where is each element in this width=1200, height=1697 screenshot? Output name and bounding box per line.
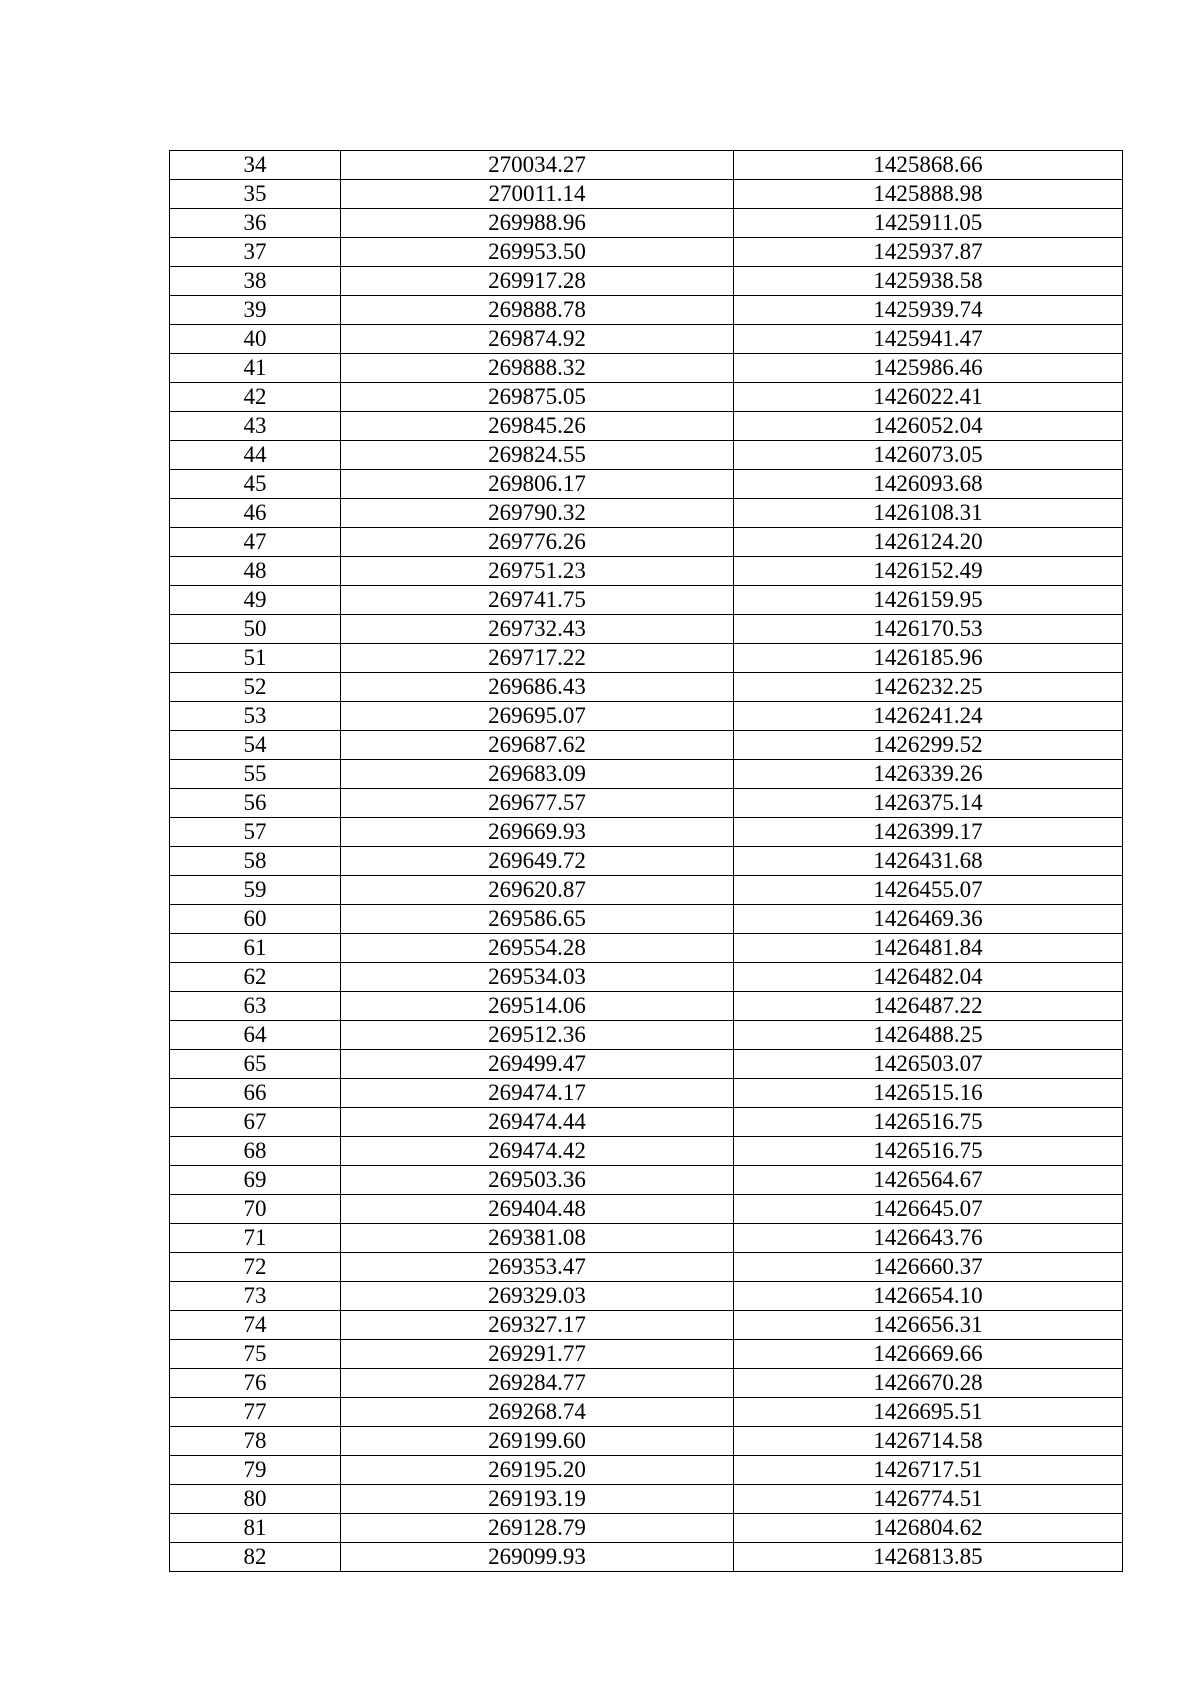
point-number-cell: 47	[170, 528, 341, 557]
table-row	[170, 1195, 1123, 1224]
table-row	[170, 470, 1123, 499]
point-number-cell: 65	[170, 1050, 341, 1079]
y-coordinate-cell: 1426564.67	[734, 1166, 1123, 1195]
table-row	[170, 934, 1123, 963]
x-coordinate-cell: 269695.07	[341, 702, 734, 731]
table-row	[170, 1311, 1123, 1340]
x-coordinate-cell: 269669.93	[341, 818, 734, 847]
x-coordinate-cell: 269099.93	[341, 1543, 734, 1572]
point-number-cell: 34	[170, 151, 341, 180]
x-coordinate-cell: 269620.87	[341, 876, 734, 905]
x-coordinate-cell: 269474.44	[341, 1108, 734, 1137]
point-number-cell: 75	[170, 1340, 341, 1369]
x-coordinate-cell: 269327.17	[341, 1311, 734, 1340]
table-row	[170, 760, 1123, 789]
table-row	[170, 1079, 1123, 1108]
y-coordinate-cell: 1426108.31	[734, 499, 1123, 528]
table-row	[170, 441, 1123, 470]
y-coordinate-cell: 1426022.41	[734, 383, 1123, 412]
point-number-cell: 50	[170, 615, 341, 644]
x-coordinate-cell: 269329.03	[341, 1282, 734, 1311]
y-coordinate-cell: 1425938.58	[734, 267, 1123, 296]
table-row	[170, 1224, 1123, 1253]
x-coordinate-cell: 269677.57	[341, 789, 734, 818]
table-row	[170, 1543, 1123, 1572]
table-row	[170, 1253, 1123, 1282]
table-row	[170, 354, 1123, 383]
point-number-cell: 56	[170, 789, 341, 818]
table-row	[170, 992, 1123, 1021]
table-row	[170, 1369, 1123, 1398]
point-number-cell: 40	[170, 325, 341, 354]
x-coordinate-cell: 269751.23	[341, 557, 734, 586]
table-row	[170, 383, 1123, 412]
table-row	[170, 1398, 1123, 1427]
y-coordinate-cell: 1426241.24	[734, 702, 1123, 731]
x-coordinate-cell: 269195.20	[341, 1456, 734, 1485]
x-coordinate-cell: 269717.22	[341, 644, 734, 673]
point-number-cell: 74	[170, 1311, 341, 1340]
y-coordinate-cell: 1426469.36	[734, 905, 1123, 934]
table-row	[170, 1340, 1123, 1369]
point-number-cell: 61	[170, 934, 341, 963]
table-row	[170, 151, 1123, 180]
y-coordinate-cell: 1426482.04	[734, 963, 1123, 992]
point-number-cell: 76	[170, 1369, 341, 1398]
y-coordinate-cell: 1426455.07	[734, 876, 1123, 905]
point-number-cell: 73	[170, 1282, 341, 1311]
point-number-cell: 78	[170, 1427, 341, 1456]
y-coordinate-cell: 1426515.16	[734, 1079, 1123, 1108]
x-coordinate-cell: 269474.42	[341, 1137, 734, 1166]
y-coordinate-cell: 1425939.74	[734, 296, 1123, 325]
x-coordinate-cell: 269824.55	[341, 441, 734, 470]
table-row	[170, 673, 1123, 702]
x-coordinate-cell: 269128.79	[341, 1514, 734, 1543]
table-row	[170, 644, 1123, 673]
y-coordinate-cell: 1425888.98	[734, 180, 1123, 209]
x-coordinate-cell: 269284.77	[341, 1369, 734, 1398]
x-coordinate-cell: 269875.05	[341, 383, 734, 412]
y-coordinate-cell: 1426159.95	[734, 586, 1123, 615]
point-number-cell: 48	[170, 557, 341, 586]
y-coordinate-cell: 1426481.84	[734, 934, 1123, 963]
table-row	[170, 1282, 1123, 1311]
table-row	[170, 1166, 1123, 1195]
point-number-cell: 38	[170, 267, 341, 296]
point-number-cell: 49	[170, 586, 341, 615]
table-row	[170, 267, 1123, 296]
table-row	[170, 180, 1123, 209]
y-coordinate-cell: 1426399.17	[734, 818, 1123, 847]
x-coordinate-cell: 269732.43	[341, 615, 734, 644]
point-number-cell: 51	[170, 644, 341, 673]
y-coordinate-cell: 1426093.68	[734, 470, 1123, 499]
point-number-cell: 57	[170, 818, 341, 847]
x-coordinate-cell: 269845.26	[341, 412, 734, 441]
y-coordinate-cell: 1426670.28	[734, 1369, 1123, 1398]
point-number-cell: 55	[170, 760, 341, 789]
point-number-cell: 59	[170, 876, 341, 905]
point-number-cell: 39	[170, 296, 341, 325]
table-row	[170, 1137, 1123, 1166]
table-row	[170, 528, 1123, 557]
point-number-cell: 35	[170, 180, 341, 209]
table-row	[170, 1514, 1123, 1543]
table-row	[170, 296, 1123, 325]
table-row	[170, 209, 1123, 238]
y-coordinate-cell: 1425937.87	[734, 238, 1123, 267]
y-coordinate-cell: 1426774.51	[734, 1485, 1123, 1514]
point-number-cell: 45	[170, 470, 341, 499]
point-number-cell: 69	[170, 1166, 341, 1195]
table-row	[170, 731, 1123, 760]
y-coordinate-cell: 1426232.25	[734, 673, 1123, 702]
table-row	[170, 586, 1123, 615]
x-coordinate-cell: 269741.75	[341, 586, 734, 615]
y-coordinate-cell: 1426714.58	[734, 1427, 1123, 1456]
x-coordinate-cell: 270034.27	[341, 151, 734, 180]
point-number-cell: 82	[170, 1543, 341, 1572]
point-number-cell: 44	[170, 441, 341, 470]
x-coordinate-cell: 269534.03	[341, 963, 734, 992]
table-row	[170, 325, 1123, 354]
table-row	[170, 818, 1123, 847]
y-coordinate-cell: 1426124.20	[734, 528, 1123, 557]
point-number-cell: 77	[170, 1398, 341, 1427]
point-number-cell: 79	[170, 1456, 341, 1485]
y-coordinate-cell: 1426152.49	[734, 557, 1123, 586]
table-row	[170, 847, 1123, 876]
x-coordinate-cell: 269503.36	[341, 1166, 734, 1195]
y-coordinate-cell: 1426073.05	[734, 441, 1123, 470]
point-number-cell: 53	[170, 702, 341, 731]
y-coordinate-cell: 1426516.75	[734, 1137, 1123, 1166]
y-coordinate-cell: 1426339.26	[734, 760, 1123, 789]
y-coordinate-cell: 1426299.52	[734, 731, 1123, 760]
point-number-cell: 37	[170, 238, 341, 267]
y-coordinate-cell: 1426669.66	[734, 1340, 1123, 1369]
y-coordinate-cell: 1426813.85	[734, 1543, 1123, 1572]
x-coordinate-cell: 269988.96	[341, 209, 734, 238]
x-coordinate-cell: 269806.17	[341, 470, 734, 499]
point-number-cell: 60	[170, 905, 341, 934]
table-row	[170, 876, 1123, 905]
point-number-cell: 42	[170, 383, 341, 412]
point-number-cell: 62	[170, 963, 341, 992]
x-coordinate-cell: 269199.60	[341, 1427, 734, 1456]
point-number-cell: 43	[170, 412, 341, 441]
y-coordinate-cell: 1426052.04	[734, 412, 1123, 441]
x-coordinate-cell: 270011.14	[341, 180, 734, 209]
table-row	[170, 1108, 1123, 1137]
x-coordinate-cell: 269586.65	[341, 905, 734, 934]
table-row	[170, 499, 1123, 528]
point-number-cell: 52	[170, 673, 341, 702]
x-coordinate-cell: 269554.28	[341, 934, 734, 963]
y-coordinate-cell: 1426695.51	[734, 1398, 1123, 1427]
y-coordinate-cell: 1426516.75	[734, 1108, 1123, 1137]
y-coordinate-cell: 1425941.47	[734, 325, 1123, 354]
x-coordinate-cell: 269291.77	[341, 1340, 734, 1369]
y-coordinate-cell: 1426660.37	[734, 1253, 1123, 1282]
table-row	[170, 963, 1123, 992]
y-coordinate-cell: 1426431.68	[734, 847, 1123, 876]
point-number-cell: 80	[170, 1485, 341, 1514]
point-number-cell: 70	[170, 1195, 341, 1224]
x-coordinate-cell: 269874.92	[341, 325, 734, 354]
point-number-cell: 81	[170, 1514, 341, 1543]
x-coordinate-cell: 269776.26	[341, 528, 734, 557]
x-coordinate-cell: 269381.08	[341, 1224, 734, 1253]
x-coordinate-cell: 269404.48	[341, 1195, 734, 1224]
point-number-cell: 68	[170, 1137, 341, 1166]
table-row	[170, 615, 1123, 644]
table-row	[170, 1456, 1123, 1485]
point-number-cell: 64	[170, 1021, 341, 1050]
point-number-cell: 66	[170, 1079, 341, 1108]
coordinate-table	[169, 150, 1123, 1572]
table-row	[170, 789, 1123, 818]
point-number-cell: 46	[170, 499, 341, 528]
y-coordinate-cell: 1426656.31	[734, 1311, 1123, 1340]
y-coordinate-cell: 1426503.07	[734, 1050, 1123, 1079]
table-row	[170, 412, 1123, 441]
y-coordinate-cell: 1425868.66	[734, 151, 1123, 180]
point-number-cell: 36	[170, 209, 341, 238]
point-number-cell: 67	[170, 1108, 341, 1137]
table-row	[170, 1050, 1123, 1079]
table-row	[170, 557, 1123, 586]
table-row	[170, 238, 1123, 267]
point-number-cell: 63	[170, 992, 341, 1021]
y-coordinate-cell: 1426804.62	[734, 1514, 1123, 1543]
x-coordinate-cell: 269790.32	[341, 499, 734, 528]
point-number-cell: 54	[170, 731, 341, 760]
x-coordinate-cell: 269687.62	[341, 731, 734, 760]
point-number-cell: 41	[170, 354, 341, 383]
x-coordinate-cell: 269917.28	[341, 267, 734, 296]
y-coordinate-cell: 1426375.14	[734, 789, 1123, 818]
y-coordinate-cell: 1425911.05	[734, 209, 1123, 238]
table-row	[170, 905, 1123, 934]
y-coordinate-cell: 1426170.53	[734, 615, 1123, 644]
x-coordinate-cell: 269512.36	[341, 1021, 734, 1050]
x-coordinate-cell: 269193.19	[341, 1485, 734, 1514]
x-coordinate-cell: 269888.32	[341, 354, 734, 383]
y-coordinate-cell: 1425986.46	[734, 354, 1123, 383]
y-coordinate-cell: 1426654.10	[734, 1282, 1123, 1311]
x-coordinate-cell: 269353.47	[341, 1253, 734, 1282]
x-coordinate-cell: 269649.72	[341, 847, 734, 876]
x-coordinate-cell: 269268.74	[341, 1398, 734, 1427]
point-number-cell: 72	[170, 1253, 341, 1282]
coordinate-table-body	[170, 151, 1123, 1572]
x-coordinate-cell: 269499.47	[341, 1050, 734, 1079]
y-coordinate-cell: 1426487.22	[734, 992, 1123, 1021]
table-row	[170, 702, 1123, 731]
point-number-cell: 71	[170, 1224, 341, 1253]
x-coordinate-cell: 269514.06	[341, 992, 734, 1021]
table-row	[170, 1485, 1123, 1514]
y-coordinate-cell: 1426717.51	[734, 1456, 1123, 1485]
x-coordinate-cell: 269953.50	[341, 238, 734, 267]
y-coordinate-cell: 1426185.96	[734, 644, 1123, 673]
x-coordinate-cell: 269683.09	[341, 760, 734, 789]
table-row	[170, 1427, 1123, 1456]
table-row	[170, 1021, 1123, 1050]
x-coordinate-cell: 269686.43	[341, 673, 734, 702]
y-coordinate-cell: 1426643.76	[734, 1224, 1123, 1253]
y-coordinate-cell: 1426488.25	[734, 1021, 1123, 1050]
y-coordinate-cell: 1426645.07	[734, 1195, 1123, 1224]
x-coordinate-cell: 269474.17	[341, 1079, 734, 1108]
point-number-cell: 58	[170, 847, 341, 876]
x-coordinate-cell: 269888.78	[341, 296, 734, 325]
